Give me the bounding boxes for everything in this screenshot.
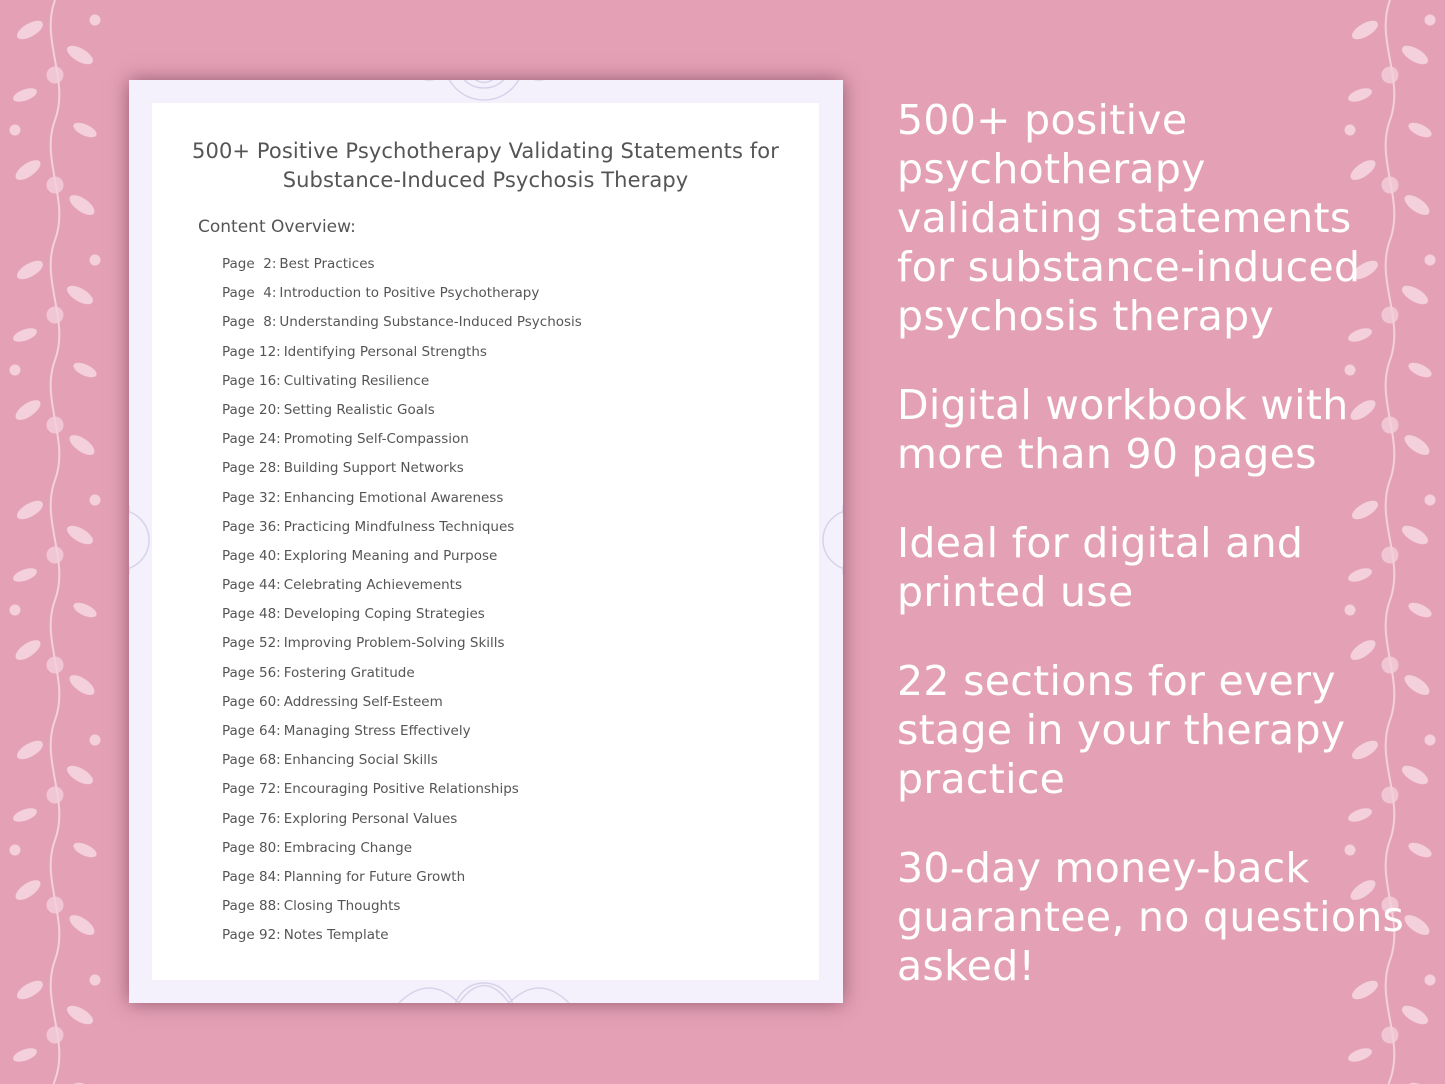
toc-page-number: Page 40: <box>222 547 281 564</box>
toc-page-number: Page 20: <box>222 401 281 418</box>
toc-section-title: Setting Realistic Goals <box>283 401 435 418</box>
toc-page-number: Page 68: <box>222 752 281 769</box>
toc-item <box>222 457 582 486</box>
toc-item <box>222 749 582 778</box>
toc-page-number: Page 64: <box>222 723 281 739</box>
content-overview-heading: Content Overview: <box>198 217 356 237</box>
feature-text: 30-day money-back guarantee, no questions asked! <box>897 844 1405 990</box>
table-of-contents <box>222 253 582 954</box>
toc-section-title: Managing Stress Effectively <box>283 723 471 739</box>
toc-page-number: Page 36: <box>222 518 281 535</box>
feature-text: 500+ positive psychotherapy validating statements for substance-induced psychosis therapy <box>897 96 1361 340</box>
toc-page-number: Page 88: <box>222 898 281 915</box>
document-page <box>152 103 819 980</box>
toc-item <box>222 341 582 370</box>
toc-page-number: Page 4: <box>222 285 277 302</box>
mandala-icon <box>129 460 154 620</box>
toc-section-title: Addressing Self-Esteem <box>283 693 443 710</box>
toc-item <box>222 311 582 340</box>
toc-section-title: Fostering Gratitude <box>283 664 415 681</box>
toc-item <box>222 837 582 866</box>
toc-page-number: Page 16: <box>222 372 281 389</box>
toc-section-title: Closing Thoughts <box>283 898 401 915</box>
toc-page-number: Page 92: <box>222 927 281 944</box>
toc-page-number: Page 2: <box>222 256 277 272</box>
toc-section-title: Understanding Substance-Induced Psychosis <box>279 314 582 331</box>
toc-item <box>222 603 582 632</box>
toc-section-title: Developing Coping Strategies <box>283 606 485 623</box>
document-title: 500+ Positive Psychotherapy Validating Statements for Substance-Induced Psychosis Therapy <box>192 139 779 192</box>
toc-page-number: Page 12: <box>222 343 281 360</box>
toc-page-number: Page 48: <box>222 606 281 623</box>
feature-text: 22 sections for every stage in your therapy practice <box>897 657 1346 803</box>
toc-item <box>222 487 582 516</box>
toc-item <box>222 632 582 661</box>
feature-text: Ideal for digital and printed use <box>897 519 1304 616</box>
toc-item <box>222 924 582 953</box>
document-preview <box>129 80 843 1003</box>
toc-section-title: Embracing Change <box>283 839 413 856</box>
toc-page-number: Page 52: <box>222 635 281 652</box>
toc-section-title: Planning for Future Growth <box>283 868 466 885</box>
toc-item <box>222 253 582 282</box>
feature-text: Digital workbook with more than 90 pages <box>897 381 1349 478</box>
toc-section-title: Notes Template <box>283 927 389 944</box>
toc-section-title: Practicing Mindfulness Techniques <box>283 518 515 535</box>
toc-section-title: Celebrating Achievements <box>283 577 463 594</box>
toc-section-title: Exploring Personal Values <box>283 810 458 827</box>
toc-page-number: Page 32: <box>222 489 281 506</box>
toc-section-title: Enhancing Emotional Awareness <box>283 489 504 506</box>
toc-page-number: Page 24: <box>222 431 281 448</box>
toc-item <box>222 808 582 837</box>
toc-item <box>222 662 582 691</box>
toc-item <box>222 282 582 311</box>
toc-section-title: Introduction to Positive Psychotherapy <box>279 285 540 302</box>
toc-section-title: Building Support Networks <box>283 460 464 477</box>
floral-vine-left-icon <box>0 0 110 1084</box>
toc-page-number: Page 60: <box>222 693 281 710</box>
toc-section-title: Promoting Self-Compassion <box>283 431 469 448</box>
toc-section-title: Enhancing Social Skills <box>283 752 438 769</box>
toc-page-number: Page 72: <box>222 781 281 798</box>
feature-list <box>897 96 1417 1031</box>
toc-page-number: Page 44: <box>222 577 281 594</box>
toc-page-number: Page 8: <box>222 314 277 331</box>
toc-page-number: Page 28: <box>222 460 281 477</box>
toc-section-title: Best Practices <box>279 256 375 272</box>
toc-page-number: Page 84: <box>222 868 281 885</box>
toc-item <box>222 778 582 807</box>
toc-section-title: Improving Problem-Solving Skills <box>283 635 505 652</box>
toc-section-title: Encouraging Positive Relationships <box>283 781 519 798</box>
toc-item <box>222 516 582 545</box>
toc-section-title: Cultivating Resilience <box>283 372 430 389</box>
toc-item <box>222 691 582 720</box>
toc-item <box>222 428 582 457</box>
toc-item <box>222 720 582 749</box>
toc-item <box>222 399 582 428</box>
toc-item <box>222 866 582 895</box>
toc-item <box>222 574 582 603</box>
toc-page-number: Page 80: <box>222 839 281 856</box>
toc-page-number: Page 56: <box>222 664 281 681</box>
toc-item <box>222 895 582 924</box>
toc-item <box>222 370 582 399</box>
mandala-icon <box>818 460 843 620</box>
toc-page-number: Page 76: <box>222 810 281 827</box>
toc-item <box>222 545 582 574</box>
toc-section-title: Identifying Personal Strengths <box>283 343 487 360</box>
toc-section-title: Exploring Meaning and Purpose <box>283 547 498 564</box>
